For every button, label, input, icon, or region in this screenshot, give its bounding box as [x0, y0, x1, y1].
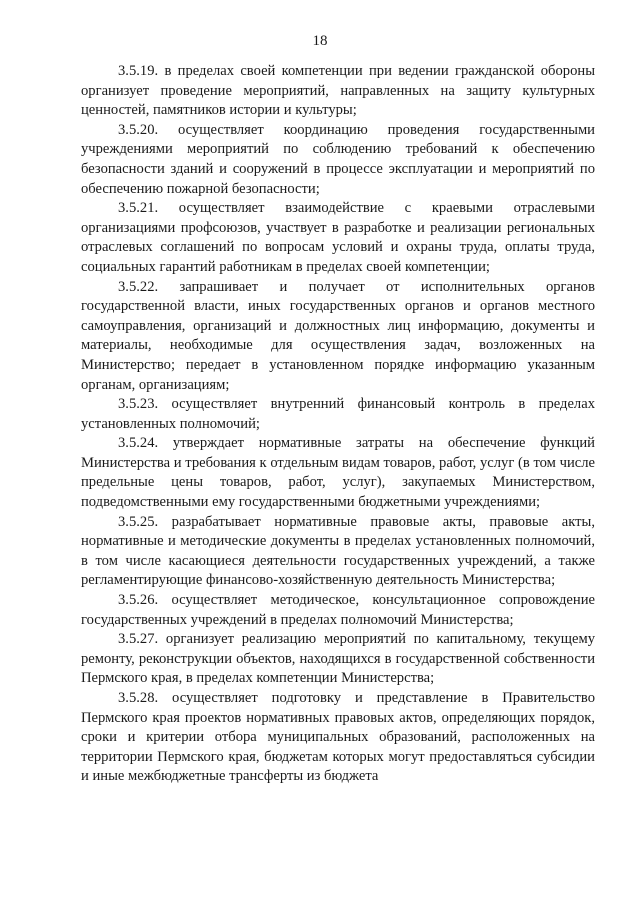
paragraph-3-5-20: 3.5.20. осуществляет координацию проведения государственными учреждениями мероприятий по соблюдению требований к обеспечению безопасности зданий и сооружений в процессе эксплуатации и мероприятий по обеспечению пожарной безопасности;	[81, 121, 595, 197]
paragraph-3-5-27: 3.5.27. организует реализацию мероприятий по капитальному, текущему ремонту, реконструкции объектов, находящихся в государственной собственности Пермского края, в пределах компетенции Министерства;	[81, 631, 595, 687]
paragraph-3-5-24: 3.5.24. утверждает нормативные затраты на обеспечение функций Министерства и требования к отдельным видам товаров, работ, услуг (в том числе предельные цены товаров, работ, услуг), закупаемых Министерством, подведомственными ему государственными бюджетными учреждениями;	[81, 435, 595, 511]
paragraph-3-5-21: 3.5.21. осуществляет взаимодействие с краевыми отраслевыми организациями профсоюзов, участвует в разработке и реализации региональных отраслевых соглашений по вопросам условий и охраны труда, оплаты труда, социальных гарантий работникам в пределах своей компетенции;	[81, 200, 595, 275]
paragraph-3-5-22: 3.5.22. запрашивает и получает от исполнительных органов государственной власти, иных государственных органов и органов местного самоуправления, организаций и должностных лиц информацию, документы и материалы, необходимые для осуществления задач, возложенных на Министерство; передает в установленном порядке информацию указанным органам, организациям;	[81, 278, 595, 393]
paragraph-3-5-26: 3.5.26. осуществляет методическое, консультационное сопровождение государственных учреждений в пределах полномочий Министерства;	[81, 592, 595, 628]
paragraph-3-5-28: 3.5.28. осуществляет подготовку и представление в Правительство Пермского края проектов нормативных правовых актов, определяющих порядок, сроки и критерии отбора муниципальных образований, расположенных на территории Пермского края, бюджетам которых могут предоставляться субсидии и иные межбюджетные трансферты из бюджета	[81, 690, 595, 785]
page-number: 18	[312, 33, 328, 49]
paragraph-3-5-23: 3.5.23. осуществляет внутренний финансовый контроль в пределах установленных полномочий;	[81, 396, 595, 432]
paragraph-3-5-19: 3.5.19. в пределах своей компетенции при ведении гражданской обороны организует проведение мероприятий, направленных на защиту культурных ценностей, памятников истории и культуры;	[81, 63, 595, 119]
paragraph-3-5-25: 3.5.25. разрабатывает нормативные правовые акты, правовые акты, нормативные и методические документы в пределах установленных полномочий, в том числе касающиеся деятельности государственных учреждений, а также регламентирующие финансово-хозяйственную деятельность Министерства;	[81, 513, 595, 589]
document-body	[81, 62, 595, 787]
